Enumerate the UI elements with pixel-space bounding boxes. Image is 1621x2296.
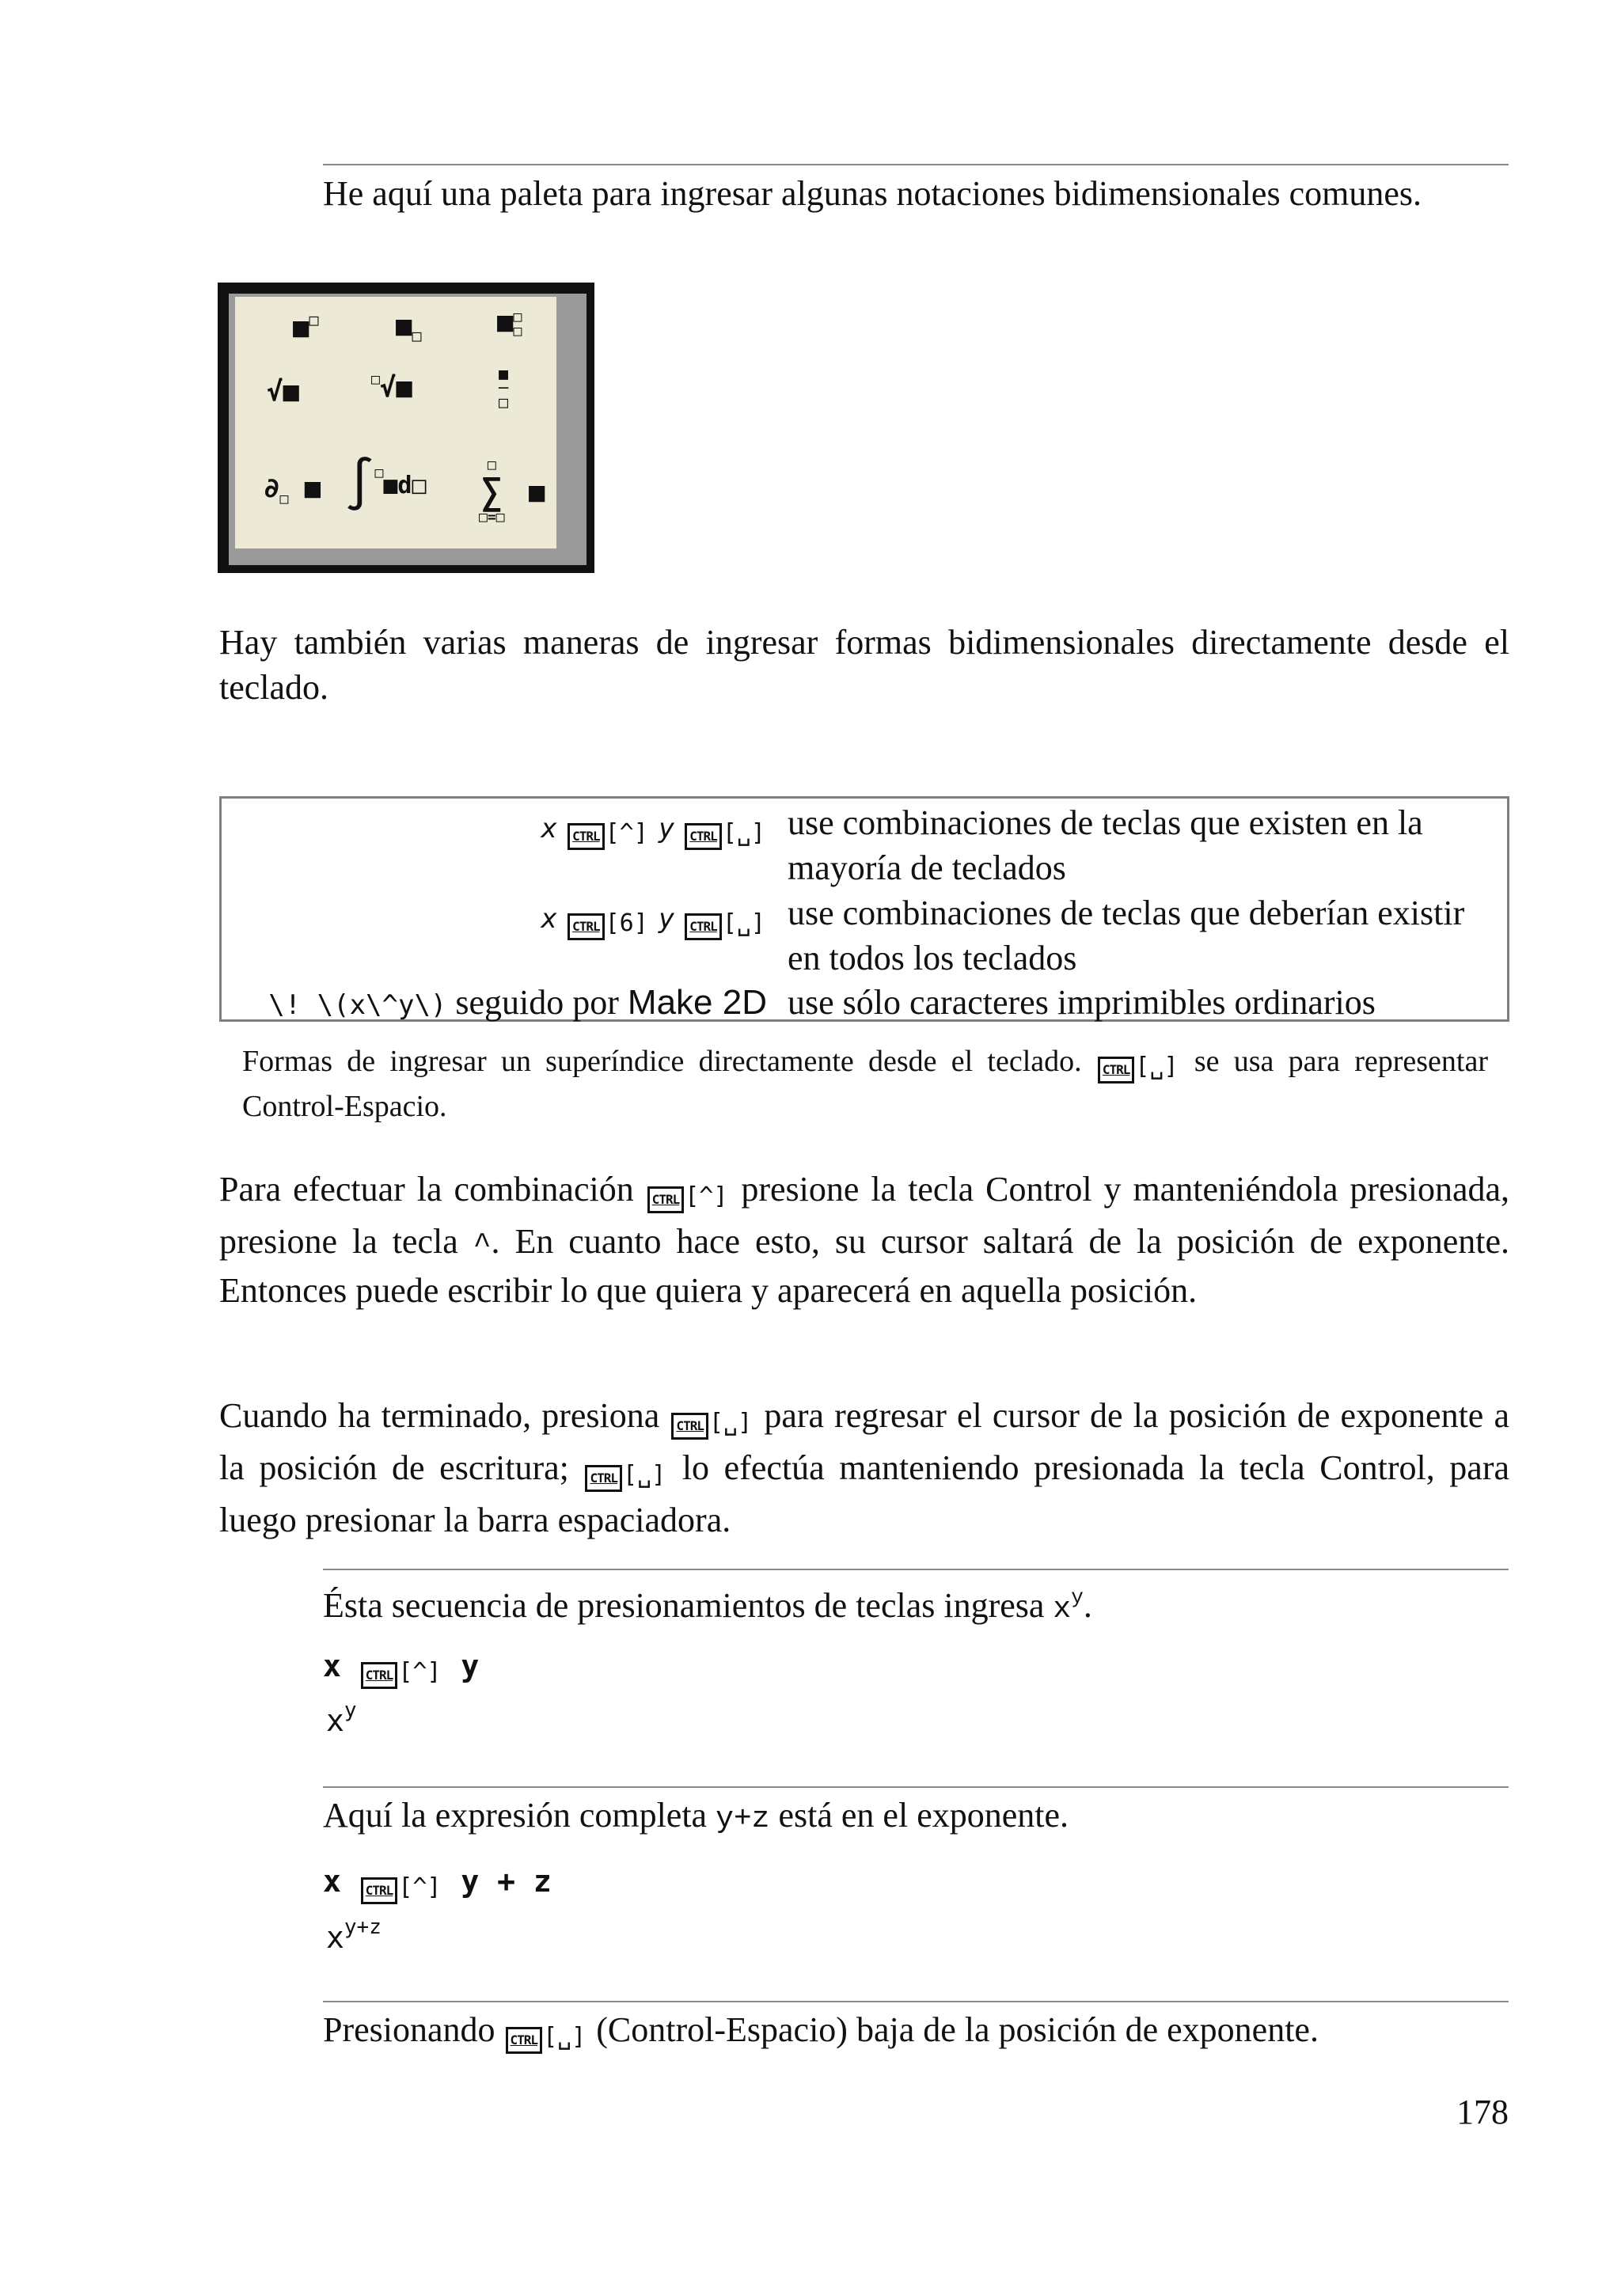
palette-fraction-button[interactable]: ■ ─ □ (499, 364, 509, 412)
table-caption: Formas de ingresar un superíndice directamente desde el teclado. CTRL [␣] se usa para representar Control-Espacio. (242, 1045, 1488, 1123)
ctrl-key-icon: CTRL [␣] (685, 806, 765, 856)
ctrl-key-icon: CTRL [^] (647, 1170, 728, 1219)
palette-nthroot-button[interactable]: □√■ (371, 371, 412, 404)
example-3-rule (323, 2001, 1509, 2002)
example-1-input: x CTRL [^] y (323, 1649, 479, 1689)
table-row-2-desc: use combinaciones de teclas que deberían existir en todos los teclados (788, 894, 1465, 977)
section-rule-top (323, 164, 1509, 165)
example-1-description: Ésta secuencia de presionamientos de teclas ingresa $x^y$. (323, 1585, 1092, 1626)
ctrl-key-icon: CTRL [␣] (1098, 1045, 1179, 1087)
notation-palette (218, 283, 594, 573)
page-number: 178 (1456, 2093, 1509, 2131)
example-2-rule (323, 1786, 1509, 1788)
example-2-input: x CTRL [^] y + z (323, 1864, 552, 1904)
ctrl-key-icon: CTRL [^] (361, 1867, 442, 1904)
table-row-3-keys: \! \(x\^y\) seguido por Make 2D (268, 983, 767, 1022)
table-row-1-desc: use combinaciones de teclas que existen en la mayoría de teclados (788, 803, 1423, 887)
palette-partial-derivative-button[interactable]: $\partial_□$ ■ (264, 472, 321, 507)
table-row-2-keys: x CTRL [6] y CTRL [␣] (260, 894, 767, 946)
ctrl-key-icon: CTRL [␣] (585, 1448, 666, 1497)
table-row-1-keys: x CTRL [^] y CTRL [␣] (260, 803, 767, 856)
table-row-3-desc: use sólo caracteres imprimibles ordinarios (788, 983, 1376, 1022)
ctrl-key-icon: CTRL [␣] (671, 1396, 752, 1445)
paragraph-combination: Para efectuar la combinación CTRL [^] presione la tecla Control y manteniéndola presionada, presione la tecla ^. En cuanto hace esto, su cursor saltará de la posición de exponente. Entonces puede escribir lo que quiera y aparecerá en aquella posición. (219, 1170, 1510, 1310)
palette-sum-placeholder: ■ (529, 476, 545, 508)
entry-methods-table (219, 796, 1509, 1022)
palette-integral-button[interactable]: ∫□■d□ (344, 455, 427, 514)
example-2-output: $x^{y+z}$ (326, 1915, 382, 1955)
example-2-description: Aquí la expresión completa y+z está en el exponente. (323, 1796, 1069, 1836)
example-1-output: $x^y$ (326, 1698, 357, 1738)
ctrl-key-icon: CTRL [6] (568, 897, 648, 946)
palette-subsuperscript-button[interactable]: ■□ □ (497, 306, 522, 340)
ctrl-key-icon: CTRL [^] (568, 806, 648, 856)
paragraph-return-cursor: Cuando ha terminado, presiona CTRL [␣] para regresar el cursor de la posición de exponente a la posición de escritura; CTRL [␣] lo efectúa manteniendo presionada la tecla Control, para luego presionar la barra espaciadora. (219, 1396, 1510, 1539)
example-3-description: Presionando CTRL [␣] (Control-Espacio) baja de la posición de exponente. (323, 2007, 1509, 2059)
palette-sqrt-button[interactable]: √■ (267, 376, 299, 408)
palette-sum-button[interactable]: □ ∑ □=□ (479, 457, 505, 526)
palette-subscript-button[interactable]: $■_□$ (396, 310, 422, 345)
intro-paragraph: He aquí una paleta para ingresar algunas notaciones bidimensionales comunes. (323, 174, 1422, 213)
paragraph-keyboard-forms: Hay también varias maneras de ingresar formas bidimensionales directamente desde el teclado. (219, 623, 1509, 707)
palette-superscript-button[interactable]: ■□ (293, 310, 319, 343)
ctrl-key-icon: CTRL [^] (361, 1652, 442, 1689)
ctrl-key-icon: CTRL [␣] (506, 2010, 587, 2059)
example-1-rule (323, 1569, 1509, 1570)
ctrl-key-icon: CTRL [␣] (685, 897, 765, 946)
